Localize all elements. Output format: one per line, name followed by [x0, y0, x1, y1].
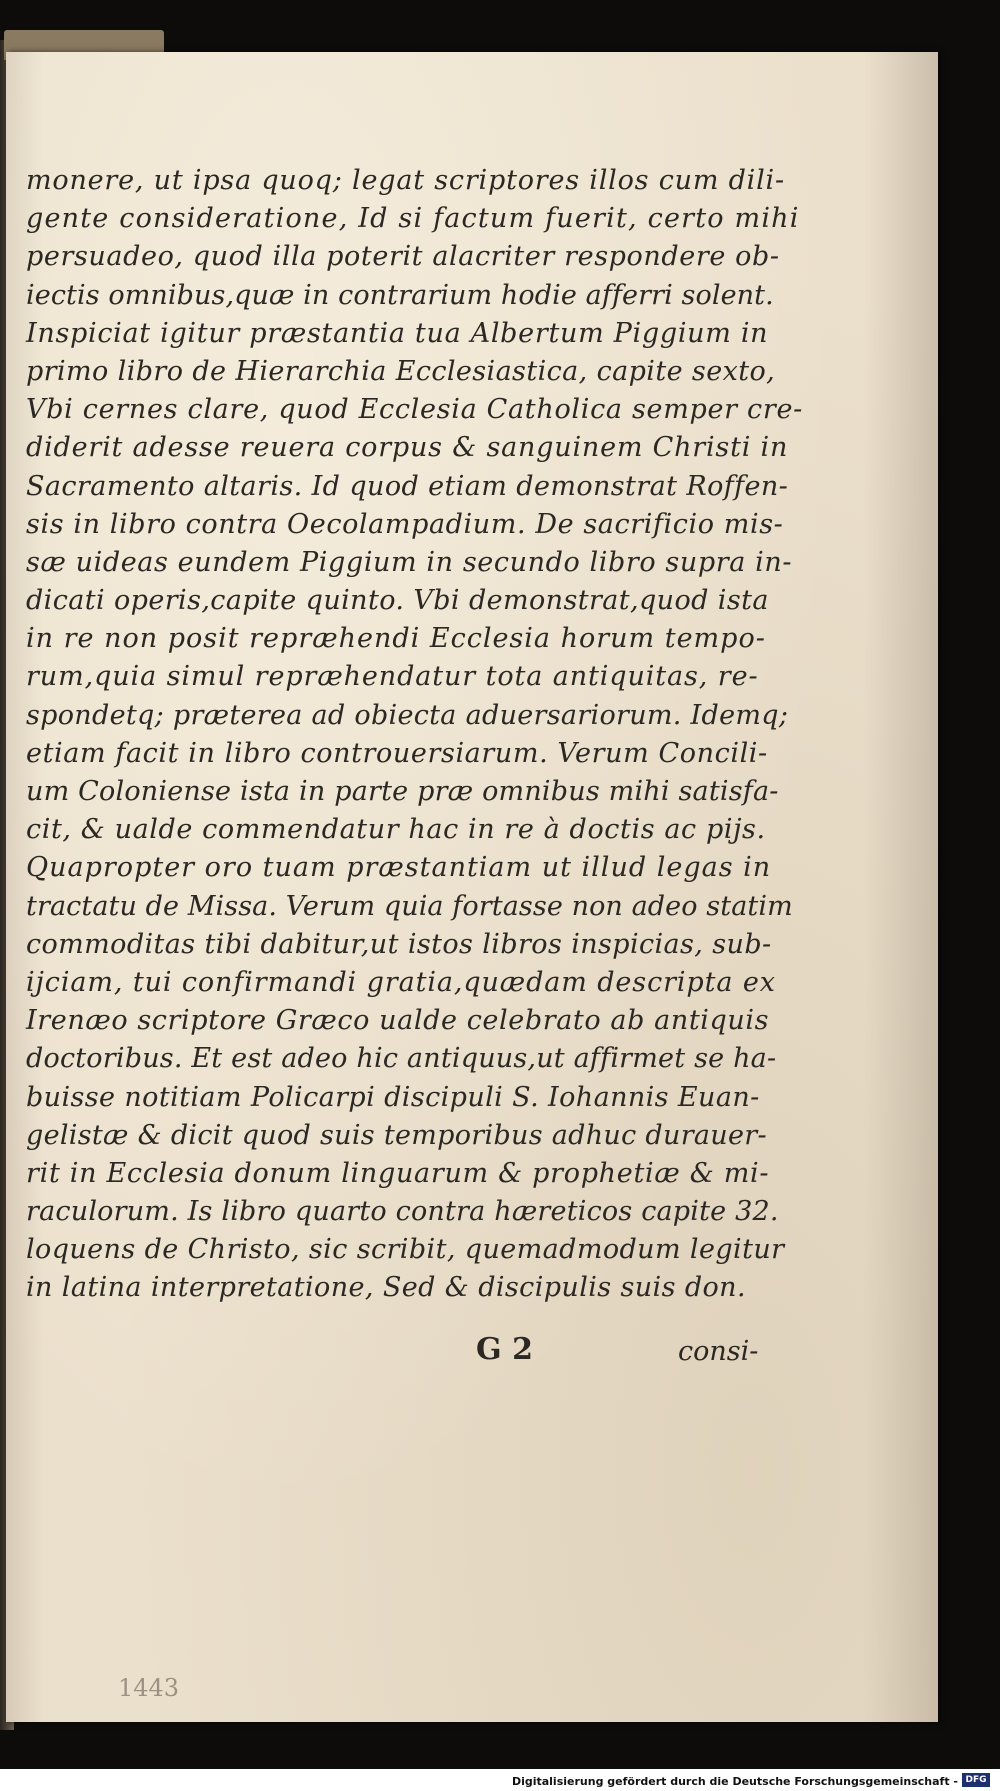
digitization-credit: Digitalisierung gefördert durch die Deutsche Forschungsgemeinschaft - — [511, 1775, 958, 1788]
text-line: loquens de Christo, sic scribit, quemadmodum legitur — [26, 1234, 785, 1266]
text-line: persuadeo, quod illa poterit alacriter respondere ob‐ — [26, 241, 780, 273]
text-line: ijciam, tui confirmandi gratia,quædam descripta ex — [26, 966, 776, 998]
text-line: rum,quia simul repræhendatur tota antiquitas, re‐ — [26, 661, 759, 693]
text-line: Quapropter oro tuam præstantiam ut illud legas in — [26, 852, 772, 884]
text-line: gente consideratione, Id si factum fuerit, certo mihi — [26, 203, 800, 235]
footer-strip — [0, 1769, 1000, 1791]
text-line: doctoribus. Et est adeo hic antiquus,ut affirmet se ha‐ — [26, 1043, 777, 1075]
page-text — [26, 162, 803, 1308]
text-line: Sacramento altaris. Id quod etiam demonstrat Roffen‐ — [26, 470, 789, 502]
text-line: commoditas tibi dabitur,ut istos libros inspicias, sub‐ — [26, 928, 772, 960]
text-line: raculorum. Is libro quarto contra hæreticos capite 32. — [26, 1196, 779, 1228]
text-line: um Coloniense ista in parte præ omnibus mihi satisfa‐ — [26, 776, 779, 807]
text-line: sæ uideas eundem Piggium in secundo libro supra in‐ — [26, 546, 793, 578]
text-line: diderit adesse reuera corpus & sanguinem Christi in — [26, 432, 789, 464]
text-line: Irenæo scriptore Græco ualde celebrato ab antiquis — [26, 1005, 770, 1037]
text-line: gelistæ & dicit quod suis temporibus adhuc durauer‐ — [26, 1119, 767, 1151]
text-line: sis in libro contra Oecolampadium. De sacrificio mis‐ — [26, 508, 784, 540]
text-line: Vbi cernes clare, quod Ecclesia Catholica semper cre‐ — [26, 394, 803, 426]
faint-page-number: 1443 — [118, 1674, 180, 1702]
book-page — [6, 52, 938, 1722]
text-line: etiam facit in libro controuersiarum. Verum Concili‐ — [26, 737, 768, 769]
text-line: dicati operis,capite quinto. Vbi demonstrat,quod ista — [26, 585, 769, 617]
signature-mark: G 2 — [476, 1332, 533, 1367]
text-line: rit in Ecclesia donum linguarum & prophetiæ & mi‐ — [26, 1157, 770, 1189]
text-line: cit, & ualde commendatur hac in re à doctis ac pijs. — [26, 814, 766, 846]
text-line: monere, ut ipsa quoq; legat scriptores illos cum dili‐ — [26, 165, 785, 196]
text-line: Inspiciat igitur præstantia tua Albertum Piggium in — [26, 317, 769, 349]
catchword: consi‐ — [678, 1336, 759, 1367]
text-line: primo libro de Hierarchia Ecclesiastica, capite sexto, — [26, 355, 776, 387]
text-line: buisse notitiam Policarpi discipuli S. Iohannis Euan‐ — [26, 1081, 760, 1113]
text-line: iectis omnibus,quæ in contrarium hodie afferri solent. — [26, 279, 774, 311]
text-line: in re non posit repræhendi Ecclesia horum tempo‐ — [26, 623, 766, 655]
text-line: tractatu de Missa. Verum quia fortasse non adeo statim — [26, 890, 793, 922]
dfg-logo: DFG — [962, 1773, 990, 1787]
text-line: in latina interpretatione, Sed & discipulis suis don. — [26, 1272, 746, 1304]
text-line: spondetq; præterea ad obiecta aduersariorum. Idemq; — [26, 699, 789, 731]
